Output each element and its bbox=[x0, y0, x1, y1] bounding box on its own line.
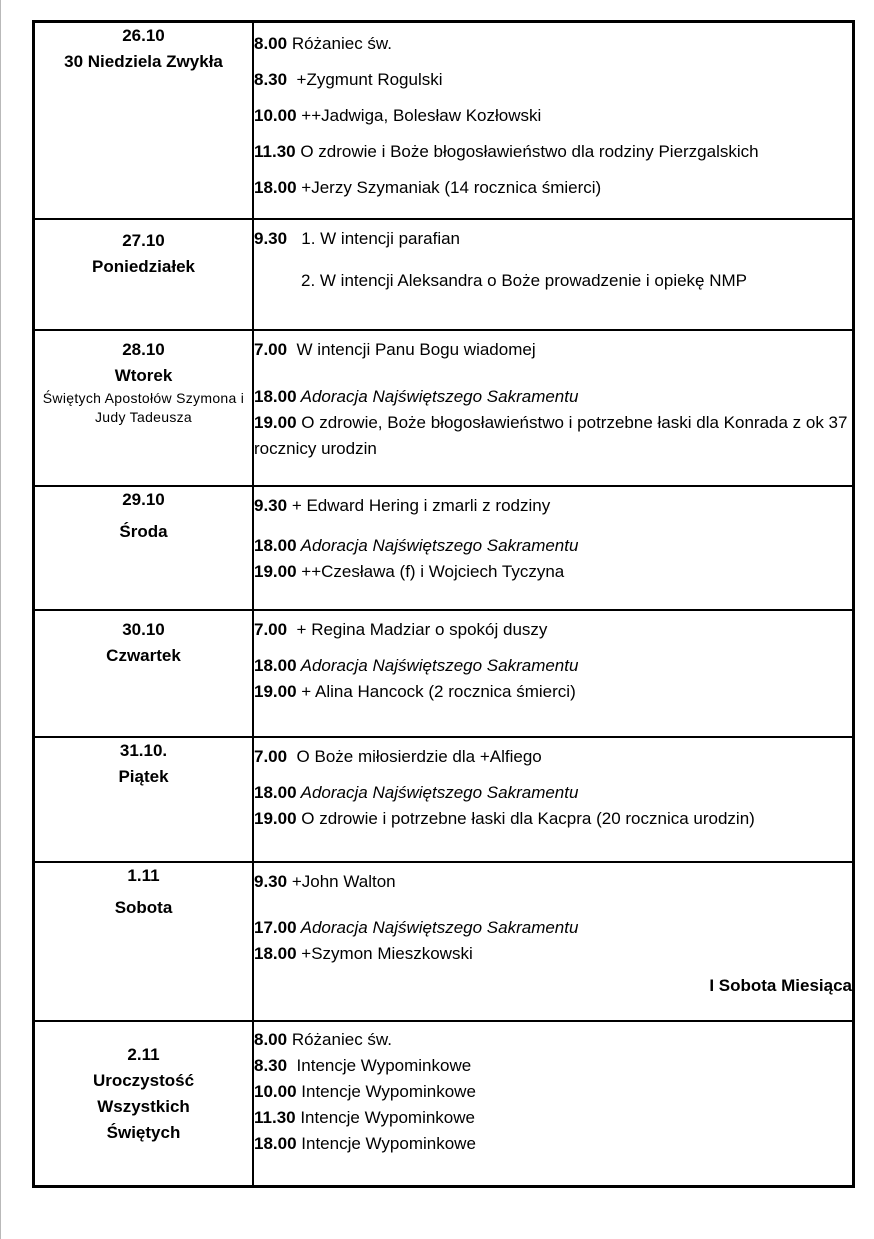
mass-line bbox=[254, 806, 852, 832]
mass-time: 19.00 bbox=[254, 412, 297, 432]
day-date: 1.11 bbox=[127, 865, 160, 885]
mass-line bbox=[254, 67, 852, 103]
mass-line bbox=[254, 175, 852, 201]
mass-time: 18.00 bbox=[254, 535, 297, 555]
mass-time: 18.00 bbox=[254, 178, 297, 197]
mass-line bbox=[254, 744, 852, 780]
day-date: 26.10 bbox=[122, 26, 165, 45]
mass-time: 18.00 bbox=[254, 655, 297, 675]
mass-line bbox=[254, 653, 852, 679]
mass-time: 18.00 bbox=[254, 782, 297, 802]
day-name: Sobota bbox=[114, 897, 173, 917]
mass-intention: ++Jadwiga, Bolesław Kozłowski bbox=[296, 106, 542, 125]
table-row bbox=[34, 1021, 854, 1187]
mass-line bbox=[254, 1027, 852, 1053]
day-name: Piątek bbox=[118, 766, 169, 786]
table-row bbox=[34, 330, 854, 486]
mass-intention: Intencje Wypominkowe bbox=[296, 1133, 476, 1153]
masses-cell bbox=[253, 330, 854, 486]
mass-schedule-table bbox=[32, 20, 855, 1188]
masses-cell bbox=[253, 219, 854, 330]
mass-intention: + Edward Hering i zmarli z rodziny bbox=[287, 495, 551, 515]
mass-intention: O zdrowie i potrzebne łaski dla Kacpra (20 rocznica urodzin) bbox=[296, 808, 755, 828]
mass-line bbox=[254, 679, 852, 705]
day-cell bbox=[34, 330, 254, 486]
day-cell bbox=[34, 610, 254, 737]
day-cell bbox=[34, 862, 254, 1021]
masses-cell bbox=[253, 862, 854, 1021]
masses-cell bbox=[253, 737, 854, 862]
table-row bbox=[34, 486, 854, 610]
day-cell bbox=[34, 22, 254, 219]
mass-intention: O zdrowie i Boże błogosławieństwo dla rodziny Pierzgalskich bbox=[295, 142, 759, 161]
day-date: 28.10 bbox=[122, 339, 165, 359]
feast-name: Świętych Apostołów Szymona i Judy Tadeusza bbox=[42, 389, 245, 425]
masses-cell bbox=[253, 1021, 854, 1187]
mass-line bbox=[254, 1131, 852, 1157]
mass-line bbox=[254, 780, 852, 806]
mass-intention: W intencji Panu Bogu wiadomej bbox=[287, 339, 536, 359]
mass-line bbox=[254, 410, 852, 462]
mass-intention: Intencje Wypominkowe bbox=[295, 1107, 475, 1127]
mass-intention: Adoracja Najświętszego Sakramentu bbox=[296, 386, 579, 406]
mass-line bbox=[254, 384, 852, 410]
mass-time: 7.00 bbox=[254, 619, 288, 639]
mass-time: 7.00 bbox=[254, 339, 288, 359]
mass-time: 8.00 bbox=[254, 1029, 288, 1049]
mass-time: 18.00 bbox=[254, 1133, 297, 1153]
day-name: 30 Niedziela Zwykła bbox=[64, 52, 223, 71]
mass-line bbox=[254, 337, 852, 384]
mass-line bbox=[254, 533, 852, 559]
table-row bbox=[34, 219, 854, 330]
mass-line bbox=[254, 617, 852, 653]
mass-intention: ++Czesława (f) i Wojciech Tyczyna bbox=[296, 561, 565, 581]
mass-time: 9.30 bbox=[254, 228, 288, 248]
mass-line bbox=[254, 915, 852, 941]
mass-line bbox=[254, 1079, 852, 1105]
mass-intention: Intencje Wypominkowe bbox=[296, 1081, 476, 1101]
mass-time: 9.30 bbox=[254, 871, 288, 891]
mass-line bbox=[254, 268, 852, 294]
mass-intention: +Zygmunt Rogulski bbox=[287, 70, 443, 89]
masses-cell bbox=[253, 486, 854, 610]
day-date: 29.10 bbox=[122, 489, 165, 509]
mass-intention: Różaniec św. bbox=[287, 34, 392, 53]
mass-time: 10.00 bbox=[254, 106, 297, 125]
mass-line bbox=[254, 493, 852, 533]
mass-time: 7.00 bbox=[254, 746, 288, 766]
table-row bbox=[34, 737, 854, 862]
day-name: Uroczystość Wszystkich Świętych bbox=[92, 1070, 195, 1142]
day-date: 30.10 bbox=[122, 619, 165, 639]
day-name: Czwartek bbox=[106, 645, 181, 665]
mass-intention: Adoracja Najświętszego Sakramentu bbox=[296, 782, 579, 802]
mass-intention: O zdrowie, Boże błogosławieństwo i potrzebne łaski dla Konrada z ok 37 rocznicy urodzin bbox=[254, 412, 853, 458]
mass-line bbox=[254, 31, 852, 67]
mass-intention: Intencje Wypominkowe bbox=[287, 1055, 472, 1075]
mass-line bbox=[254, 103, 852, 139]
day-cell bbox=[34, 219, 254, 330]
mass-intention: +Jerzy Szymaniak (14 rocznica śmierci) bbox=[296, 178, 602, 197]
day-name: Wtorek bbox=[114, 365, 173, 385]
mass-intention: Adoracja Najświętszego Sakramentu bbox=[296, 655, 579, 675]
mass-intention: + Regina Madziar o spokój duszy bbox=[287, 619, 548, 639]
mass-time: 11.30 bbox=[254, 142, 296, 161]
day-date: 31.10. bbox=[119, 740, 168, 760]
mass-time: 8.30 bbox=[254, 70, 288, 89]
day-cell bbox=[34, 737, 254, 862]
day-date: 2.11 bbox=[127, 1044, 160, 1064]
mass-intention: 2. W intencji Aleksandra o Boże prowadzenie i opiekę NMP bbox=[301, 270, 748, 290]
mass-intention: +John Walton bbox=[287, 871, 396, 891]
mass-line bbox=[254, 941, 852, 967]
mass-time: 8.30 bbox=[254, 1055, 288, 1075]
mass-line bbox=[254, 559, 852, 585]
mass-time: 18.00 bbox=[254, 386, 297, 406]
table-row bbox=[34, 862, 854, 1021]
masses-cell bbox=[253, 22, 854, 219]
day-date: 27.10 bbox=[122, 230, 165, 250]
mass-line bbox=[254, 1053, 852, 1079]
mass-line bbox=[254, 226, 852, 268]
page-edge bbox=[0, 0, 1, 1239]
mass-time: 19.00 bbox=[254, 808, 297, 828]
day-name: Środa bbox=[119, 521, 168, 541]
mass-line bbox=[254, 139, 852, 175]
mass-time: 11.30 bbox=[254, 1107, 296, 1127]
table-row bbox=[34, 22, 854, 219]
mass-intention: Adoracja Najświętszego Sakramentu bbox=[296, 535, 579, 555]
mass-time: 17.00 bbox=[254, 917, 297, 937]
mass-line bbox=[254, 869, 852, 915]
first-saturday-note: I Sobota Miesiąca bbox=[709, 975, 852, 995]
table-row bbox=[34, 610, 854, 737]
mass-intention: Adoracja Najświętszego Sakramentu bbox=[296, 917, 579, 937]
mass-time: 9.30 bbox=[254, 495, 288, 515]
mass-time: 10.00 bbox=[254, 1081, 297, 1101]
day-cell bbox=[34, 486, 254, 610]
mass-time: 8.00 bbox=[254, 34, 288, 53]
mass-intention: + Alina Hancock (2 rocznica śmierci) bbox=[296, 681, 576, 701]
mass-intention: 1. W intencji parafian bbox=[287, 228, 461, 248]
mass-intention: Różaniec św. bbox=[287, 1029, 392, 1049]
mass-intention: O Boże miłosierdzie dla +Alfiego bbox=[287, 746, 542, 766]
mass-line bbox=[254, 1105, 852, 1131]
mass-intention: +Szymon Mieszkowski bbox=[296, 943, 473, 963]
day-cell bbox=[34, 1021, 254, 1187]
masses-cell bbox=[253, 610, 854, 737]
day-name: Poniedziałek bbox=[92, 256, 195, 276]
mass-time: 18.00 bbox=[254, 943, 297, 963]
mass-time: 19.00 bbox=[254, 561, 297, 581]
mass-time: 19.00 bbox=[254, 681, 297, 701]
